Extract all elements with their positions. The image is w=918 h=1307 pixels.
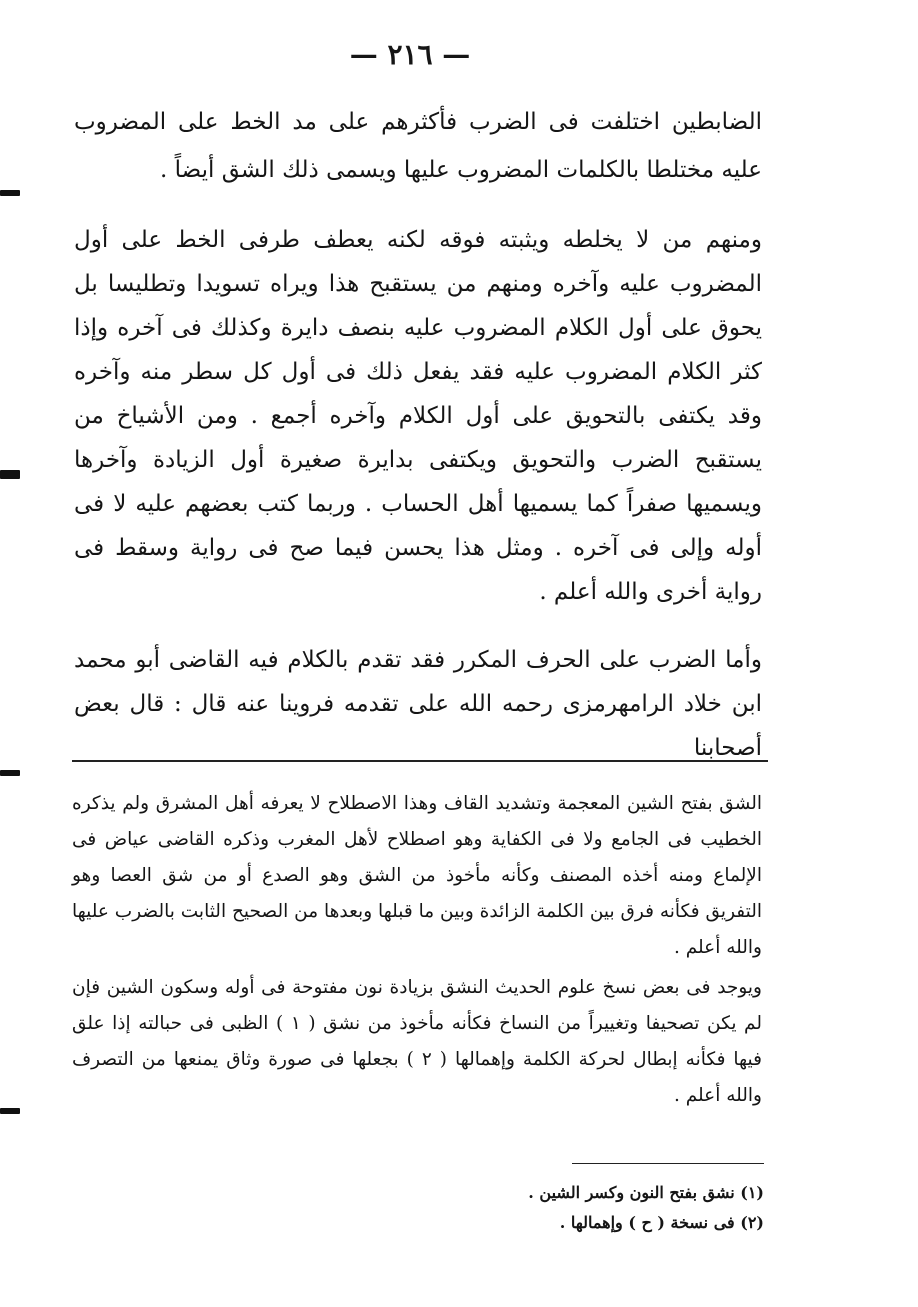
margin-mark (0, 190, 20, 196)
margin-mark (0, 770, 20, 776)
notes-list (300, 1178, 764, 1238)
footnote-paragraph-2: ويوجد فى بعض نسخ علوم الحديث النشق بزيادة نون مفتوحة فى أوله وسكون الشين فإن لم يكن تصحيفا وتغييراً من النساخ فكأنه مأخوذ من نشق ( ١ ) الظبى فى حبالته إذا علق فيها فكأنه إبطال لحركة الكلمة وإهمالها ( ٢ ) بجعلها فى صورة وثاق يمنعها من التصرف والله أعلم . (72, 977, 762, 1106)
notes-separator (572, 1163, 764, 1164)
main-paragraph-1: الضابطين اختلفت فى الضرب فأكثرهم على مد الخط على المضروب عليه مختلطا بالكلمات المضروب عليها ويسمى ذلك الشق أيضاً . (74, 109, 762, 183)
page-number: — ٢١٦ — (349, 38, 471, 71)
main-paragraph-3: وأما الضرب على الحرف المكرر فقد تقدم بالكلام فيه القاضى أبو محمد ابن خلاد الرامهرمزى رحمه الله على تقدمه فروينا عنه قال : قال بعض أصحابنا (74, 647, 762, 761)
note-1: (١) نشق بفتح النون وكسر الشين . (528, 1183, 764, 1202)
main-paragraph-2: ومنهم من لا يخلطه ويثبته فوقه لكنه يعطف طرفى الخط على أول المضروب عليه وآخره ومنهم من يستقبح هذا ويراه تسويدا وتطليسا بل يحوق على أول الكلام المضروب عليه بنصف دايرة وكذلك فى آخره وإذا كثر الكلام المضروب عليه فقد يفعل ذلك فى أول كل سطر منه وآخره وقد يكتفى بالتحويق على أول الكلام وآخره أجمع . ومن الأشياخ من يستقبح الضرب والتحويق ويكتفى بدايرة صغيرة أول الزيادة وآخرها ويسميها صفراً كما يسميها أهل الحساب . وربما كتب بعضهم عليه لا فى أوله وإلى فى آخره . ومثل هذا يحسن فيما صح فى رواية وسقط فى رواية أخرى والله أعلم . (74, 227, 762, 605)
footnote-paragraph-1: الشق بفتح الشين المعجمة وتشديد القاف وهذا الاصطلاح لا يعرفه أهل المشرق ولم يذكره الخطيب فى الجامع ولا فى الكفاية وهو اصطلاح لأهل المغرب وذكره القاضى عياض فى الإلماع ومنه أخذه المصنف وكأنه مأخوذ من الشق وهو الصدع أو من شق العصا وهو التفريق فكأنه فرق بين الكلمة الزائدة وبين ما قبلها وبعدها من الصحيح الثابت بالضرب عليها والله أعلم . (72, 793, 762, 958)
margin-mark (0, 1108, 20, 1114)
main-text (74, 98, 762, 770)
footnote-commentary (72, 786, 762, 1114)
footnote-separator (72, 760, 768, 762)
margin-mark (0, 470, 20, 479)
note-2: (٢) فى نسخة ( ح ) وإهمالها . (559, 1213, 764, 1232)
